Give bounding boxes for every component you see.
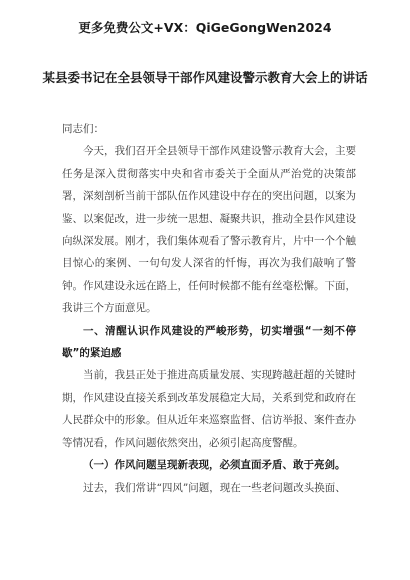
document-body [62,118,356,499]
subsection-heading-1: （一）作风问题呈现新表现，必须直面矛盾、敢于亮剑。 [83,459,346,472]
watermark-header: 更多免费公文+VX：QiGeGongWen2024 [78,20,332,35]
subsection-1-paragraph: 过去，我们常讲“四风”问题，现在一些老问题改头换面、 [83,481,346,494]
salutation: 同志们： [62,123,104,135]
section-heading-1: 一、清醒认识作风建设的严峻形势，切实增强“一刻不停歇”的紧迫感 [62,324,356,360]
document-title: 某县委书记在全县领导干部作风建设警示教育大会上的讲话 [42,70,368,85]
intro-paragraph: 今天，我们召开全县领导干部作风建设警示教育大会，主要任务是深入贯彻落实中央和省市委关于全面从严治党的决策部署，深刻剖析当前干部队伍作风建设中存在的突出问题，以案为鉴、以案促改，进一步统一思想、凝聚共识，推动全县作风建设向纵深发展。刚才，我们集体观看了警示教育片，片中一个个触目惊心的案例、一句句发人深省的忏悔，再次为我们敲响了警钟。作风建设永远在路上，任何时候都不能有丝毫松懈。下面，我讲三个方面意见。 [62,145,356,315]
section-1-paragraph: 当前，我县正处于推进高质量发展、实现跨越赶超的关键时期，作风建设直接关系到改革发展稳定大局，关系到党和政府在人民群众中的形象。但从近年来巡察监督、信访举报、案件查办等情况看，作风问题依然突出，必须引起高度警醒。 [62,369,356,449]
